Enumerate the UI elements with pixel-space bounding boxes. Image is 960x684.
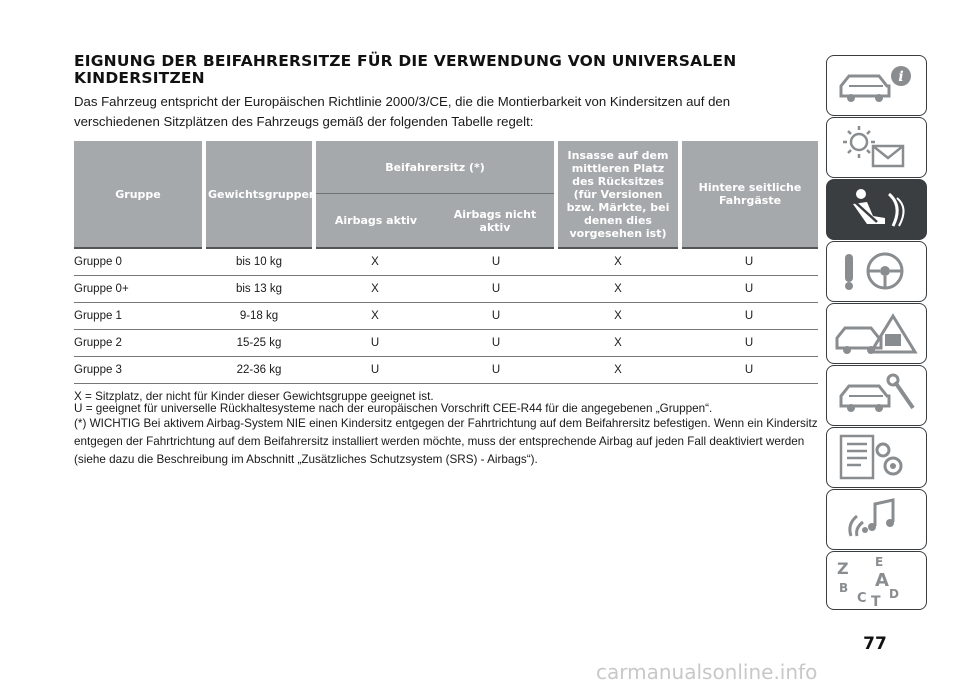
header-weight: Gewichtsgruppen — [204, 141, 314, 248]
cell-airbag-active: X — [314, 303, 436, 330]
page-title: EIGNUNG DER BEIFAHRERSITZE FÜR DIE VERWENDUNG VON UNIVERSALEN KINDERSITZEN — [74, 52, 737, 87]
cell-airbag-active: U — [314, 330, 436, 357]
u-legend: U = geeignet für universelle Rückhaltesysteme nach der europäischen Vorschrift CEE-R44 für die angegebenen „Gruppen“. — [74, 402, 713, 415]
header-airbag-inactive: Airbags nicht aktiv — [436, 194, 556, 249]
watermark: carmanualsonline.info — [596, 660, 818, 684]
cell-rear-side: U — [680, 248, 818, 276]
table-row — [74, 357, 818, 384]
seat-airbag-icon — [827, 180, 926, 239]
cell-group: Gruppe 2 — [74, 330, 204, 357]
cell-airbag-inactive: U — [436, 330, 556, 357]
cell-rear-side: U — [680, 276, 818, 303]
tab-multimedia[interactable] — [826, 489, 927, 550]
cell-weight: 9-18 kg — [204, 303, 314, 330]
cell-weight: 15-25 kg — [204, 330, 314, 357]
svg-text:i: i — [898, 69, 904, 85]
cell-rear-middle: X — [556, 330, 680, 357]
cell-airbag-inactive: U — [436, 276, 556, 303]
tab-index[interactable] — [826, 551, 927, 610]
cell-airbag-inactive: U — [436, 248, 556, 276]
cell-rear-side: U — [680, 357, 818, 384]
index-letter: T — [871, 594, 881, 609]
tab-technical-data[interactable] — [826, 427, 927, 488]
cell-rear-middle: X — [556, 303, 680, 330]
cell-airbag-inactive: U — [436, 303, 556, 330]
cell-airbag-active: U — [314, 357, 436, 384]
cell-weight: bis 13 kg — [204, 276, 314, 303]
cell-rear-middle: X — [556, 276, 680, 303]
cell-rear-middle: X — [556, 357, 680, 384]
car-service-icon — [827, 366, 926, 425]
cell-airbag-inactive: U — [436, 357, 556, 384]
table-row — [74, 276, 818, 303]
x-legend: X = Sitzplatz, der nicht für Kinder dieser Gewichtsgruppe geeignet ist. — [74, 390, 434, 403]
steering-key-icon — [827, 242, 926, 301]
index-letter: E — [875, 555, 884, 569]
index-letter: A — [875, 570, 889, 591]
index-letter: C — [857, 591, 867, 606]
spec-gear-icon — [827, 428, 926, 487]
cell-weight: 22-36 kg — [204, 357, 314, 384]
table-row — [74, 303, 818, 330]
child-seat-table — [74, 141, 818, 384]
header-passenger-seat: Beifahrersitz (*) — [314, 141, 556, 194]
tab-emergency[interactable] — [826, 303, 927, 364]
car-info-icon — [827, 56, 926, 115]
table-row — [74, 248, 818, 276]
tab-maintenance[interactable] — [826, 365, 927, 426]
cell-group: Gruppe 0 — [74, 248, 204, 276]
chapter-index-sidebar — [826, 55, 927, 612]
header-rear-middle: Insasse auf dem mittleren Platz des Rücksitzes (für Versionen bzw. Märkte, bei denen dies vorgesehen ist) — [556, 141, 680, 248]
cell-group: Gruppe 1 — [74, 303, 204, 330]
warning-lights-icon — [827, 118, 926, 177]
warning-note: (*) WICHTIG Bei aktivem Airbag-System NIE einen Kindersitz entgegen der Fahrtrichtung auf dem Beifahrersitz befestigen. Wenn ein Kindersitz entgegen der Fahrtrichtung auf dem Beifahrersitz installiert werden möchte, muss der entsprechende Airbag auf jeden Fall deaktiviert werden (siehe dazu die Beschreibung im Abschnitt „Zusätzliches Schutzsystem (SRS) - Airbags“). — [74, 417, 818, 466]
index-letter: D — [889, 587, 899, 601]
intro-text: Das Fahrzeug entspricht der Europäischen Richtlinie 2000/3/CE, die die Montierbarkeit von Kindersitzen auf den verschiedenen Sitzplätzen des Fahrzeugs gemäß der folgenden Tabelle regelt: — [74, 94, 731, 129]
table-notes — [74, 391, 820, 469]
cell-weight: bis 10 kg — [204, 248, 314, 276]
cell-rear-middle: X — [556, 248, 680, 276]
cell-group: Gruppe 0+ — [74, 276, 204, 303]
cell-rear-side: U — [680, 330, 818, 357]
tab-warning-lights[interactable] — [826, 117, 927, 178]
index-letters-icon — [827, 552, 926, 609]
multimedia-icon — [827, 490, 926, 549]
header-airbag-active: Airbags aktiv — [314, 194, 436, 249]
table-row — [74, 330, 818, 357]
tab-seat-airbag[interactable] — [826, 179, 927, 240]
index-letter: Z — [837, 559, 849, 578]
cell-group: Gruppe 3 — [74, 357, 204, 384]
cell-rear-side: U — [680, 303, 818, 330]
tab-starting-driving[interactable] — [826, 241, 927, 302]
car-breakdown-icon — [827, 304, 926, 363]
cell-airbag-active: X — [314, 248, 436, 276]
tab-car-info[interactable] — [826, 55, 927, 116]
index-letter: B — [839, 581, 849, 595]
header-group: Gruppe — [74, 141, 204, 248]
cell-airbag-active: X — [314, 276, 436, 303]
header-rear-side: Hintere seitliche Fahrgäste — [680, 141, 818, 248]
page-number: 77 — [863, 634, 887, 654]
